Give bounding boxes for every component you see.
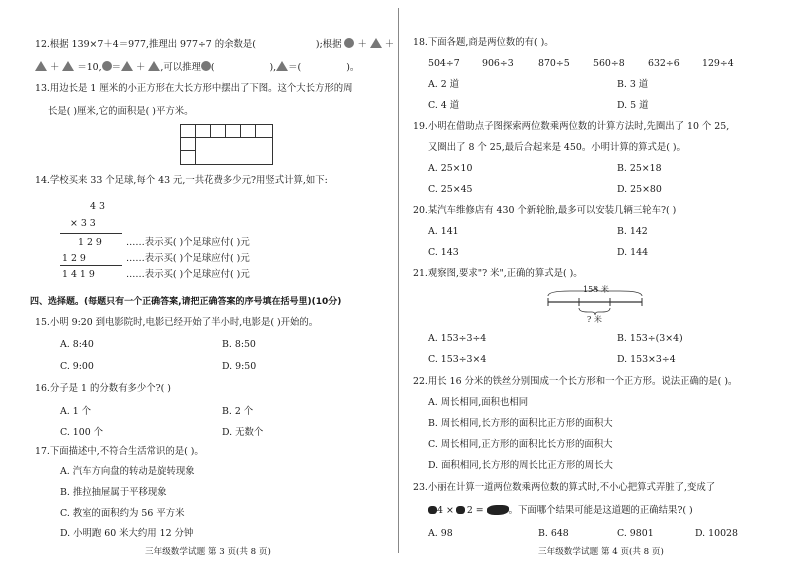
triangle-icon <box>148 61 160 71</box>
q13-line2: 长是( )厘米,它的面积是( )平方米。 <box>48 106 194 117</box>
q12-eq2: ＝ <box>111 62 122 73</box>
q21-option-d: D. 153×3÷4 <box>617 354 676 365</box>
q12-line2: ＋ ＝10, ＝ ＋ ,可以推理 ( ), ＝( )。 <box>35 61 359 72</box>
q14-row4-note: ……表示买( )个足球应付( )元 <box>126 253 250 264</box>
q23-option-d: D. 10028 <box>695 528 738 539</box>
q22-option-a: A. 周长相同,面积也相同 <box>428 397 529 408</box>
q18-option-c: C. 4 道 <box>428 100 460 111</box>
q12-eq3: ＝( <box>288 62 302 73</box>
q12-infer: ,可以推理 <box>160 62 201 73</box>
q18-expr: 632÷6 <box>648 58 680 69</box>
q14-row4: 1 2 9 <box>62 253 86 264</box>
q16-option-c: C. 100 个 <box>60 427 104 438</box>
bottom-brace <box>579 308 610 315</box>
ink-blot <box>456 506 465 514</box>
triangle-icon <box>62 61 74 71</box>
q20-stem: 20.某汽车维修店有 430 个新轮胎,最多可以安装几辆三轮车?( ) <box>413 205 677 216</box>
q12-end: )。 <box>346 62 360 73</box>
q16-option-a: A. 1 个 <box>60 406 92 417</box>
q17-option-b: B. 推拉抽屉属于平移现象 <box>60 487 167 498</box>
q19-option-b: B. 25×18 <box>617 163 662 174</box>
q14-rule <box>60 233 122 234</box>
triangle-icon <box>35 61 47 71</box>
q23-expr-c: 。下面哪个结果可能是这道题的正确结果?( ) <box>508 505 693 516</box>
q22-stem: 22.用长 16 分米的铁丝分别围成一个长方形和一个正方形。说法正确的是( )。 <box>413 376 738 387</box>
q20-option-c: C. 143 <box>428 247 459 258</box>
q19-line1: 19.小明在借助点子图探索两位数乘两位数的计算方法时,先圈出了 10 个 25, <box>413 121 730 132</box>
page-footer: 三年级数学试题 第 4 页(共 8 页) <box>538 547 664 557</box>
q23-option-b: B. 648 <box>538 528 569 539</box>
q13-rectangle-figure <box>180 124 273 165</box>
ink-blot <box>428 506 437 514</box>
q23-expr-b: 2 = <box>466 505 484 516</box>
q14-row3-note: ……表示买( )个足球应付( )元 <box>126 237 250 248</box>
grid-square <box>210 124 226 138</box>
q16-option-d: D. 无数个 <box>222 427 264 438</box>
q21-stem: 21.观察图,要求"? 米",正确的算式是( )。 <box>413 268 583 279</box>
q18-option-a: A. 2 道 <box>428 79 460 90</box>
grid-square <box>225 124 241 138</box>
q18-option-d: D. 5 道 <box>617 100 649 111</box>
q22-option-c: C. 周长相同,正方形的面积比长方形的面积大 <box>428 439 613 450</box>
triangle-icon <box>276 61 288 71</box>
q23-option-c: C. 9801 <box>617 528 654 539</box>
q23-expr-a: 4 × <box>437 505 454 516</box>
q18-expr: 560÷8 <box>593 58 625 69</box>
q21-option-a: A. 153÷3÷4 <box>428 333 487 344</box>
q19-option-c: C. 25×45 <box>428 184 473 195</box>
grid-square <box>180 124 196 138</box>
q20-option-d: D. 144 <box>617 247 649 258</box>
q17-option-d: D. 小明跑 60 米大约用 12 分钟 <box>60 528 194 539</box>
q14-row5: 1 4 1 9 <box>62 269 95 280</box>
q19-option-a: A. 25×10 <box>428 163 473 174</box>
q16-stem: 16.分子是 1 的分数有多少个?( ) <box>35 383 171 394</box>
q14-row1: 4 3 <box>90 201 105 212</box>
page-divider <box>398 8 399 553</box>
q15-option-a: A. 8:40 <box>60 339 94 350</box>
q18-stem: 18.下面各题,商是两位数的有( )。 <box>413 37 554 48</box>
q18-expr: 906÷3 <box>482 58 514 69</box>
q19-option-d: D. 25×80 <box>617 184 662 195</box>
grid-square <box>180 150 196 165</box>
q14-text: 14.学校买来 33 个足球,每个 43 元,一共花费多少元?用竖式计算,如下: <box>35 175 328 186</box>
q22-option-d: D. 面积相同,长方形的周长比正方形的周长大 <box>428 460 613 471</box>
q15-option-d: D. 9:50 <box>222 361 257 372</box>
circle-icon <box>344 38 354 48</box>
q17-option-a: A. 汽车方向盘的转动是旋转现象 <box>60 466 195 477</box>
grid-square <box>240 124 256 138</box>
q20-option-a: A. 141 <box>428 226 459 237</box>
circle-icon <box>201 61 211 71</box>
q23-option-a: A. 98 <box>428 528 453 539</box>
q23-line1: 23.小丽在计算一道两位数乘两位数的算式时,不小心把算式弄脏了,变成了 <box>413 482 716 493</box>
triangle-icon <box>370 38 382 48</box>
q18-expr: 129÷4 <box>702 58 734 69</box>
q15-option-b: B. 8:50 <box>222 339 256 350</box>
q12-text: 12.根据 139×7＋4＝977,推理出 977÷7 的余数是( <box>35 39 256 50</box>
page-footer: 三年级数学试题 第 3 页(共 8 页) <box>145 547 271 557</box>
q13-line1: 13.用边长是 1 厘米的小正方形在大长方形中摆出了下图。这个大长方形的周 <box>35 83 353 94</box>
q14-row3: 1 2 9 <box>78 237 102 248</box>
q21-option-b: B. 153÷(3×4) <box>617 333 683 344</box>
q16-option-b: B. 2 个 <box>222 406 254 417</box>
q21-option-c: C. 153÷3×4 <box>428 354 487 365</box>
grid-square <box>255 124 273 138</box>
q22-option-b: B. 周长相同,长方形的面积比正方形的面积大 <box>428 418 613 429</box>
grid-square <box>180 137 196 151</box>
q15-stem: 15.小明 9:20 到电影院时,电影已经开始了半小时,电影是( )开始的。 <box>35 317 319 328</box>
q12-paren-close: ), <box>269 62 277 73</box>
q18-expr: 504÷7 <box>428 58 460 69</box>
ink-blot <box>487 505 509 515</box>
q20-option-b: B. 142 <box>617 226 648 237</box>
section-heading: 四、选择题。(每题只有一个正确答案,请把正确答案的序号填在括号里)(10分) <box>30 297 342 307</box>
grid-square <box>195 124 211 138</box>
q21-top-label: 153 米 <box>583 285 609 294</box>
circle-icon <box>102 61 112 71</box>
q12-eq1: ＝10, <box>77 62 102 73</box>
q17-stem: 17.下面描述中,不符合生活常识的是( )。 <box>35 446 204 457</box>
q14-rule <box>60 265 122 266</box>
q14-row5-note: ……表示买( )个足球应付( )元 <box>126 269 250 280</box>
q18-option-b: B. 3 道 <box>617 79 649 90</box>
q23-line2 <box>428 505 693 515</box>
q17-option-c: C. 教室的面积约为 56 平方米 <box>60 508 185 519</box>
q18-expr: 870÷5 <box>538 58 570 69</box>
q21-bottom-label: ? 米 <box>587 315 602 324</box>
triangle-icon <box>121 61 133 71</box>
q12-text-b: );根据 <box>315 39 342 50</box>
q12-line1: 12.根据 139×7＋4＝977,推理出 977÷7 的余数是( );根据 ＋ ＋ <box>35 39 395 50</box>
q19-line2: 又圈出了 8 个 25,最后合起来是 450。小明计算的算式是( )。 <box>428 142 686 153</box>
q12-paren: ( <box>210 62 215 73</box>
q14-row2: × 3 3 <box>70 218 96 229</box>
q15-option-c: C. 9:00 <box>60 361 94 372</box>
